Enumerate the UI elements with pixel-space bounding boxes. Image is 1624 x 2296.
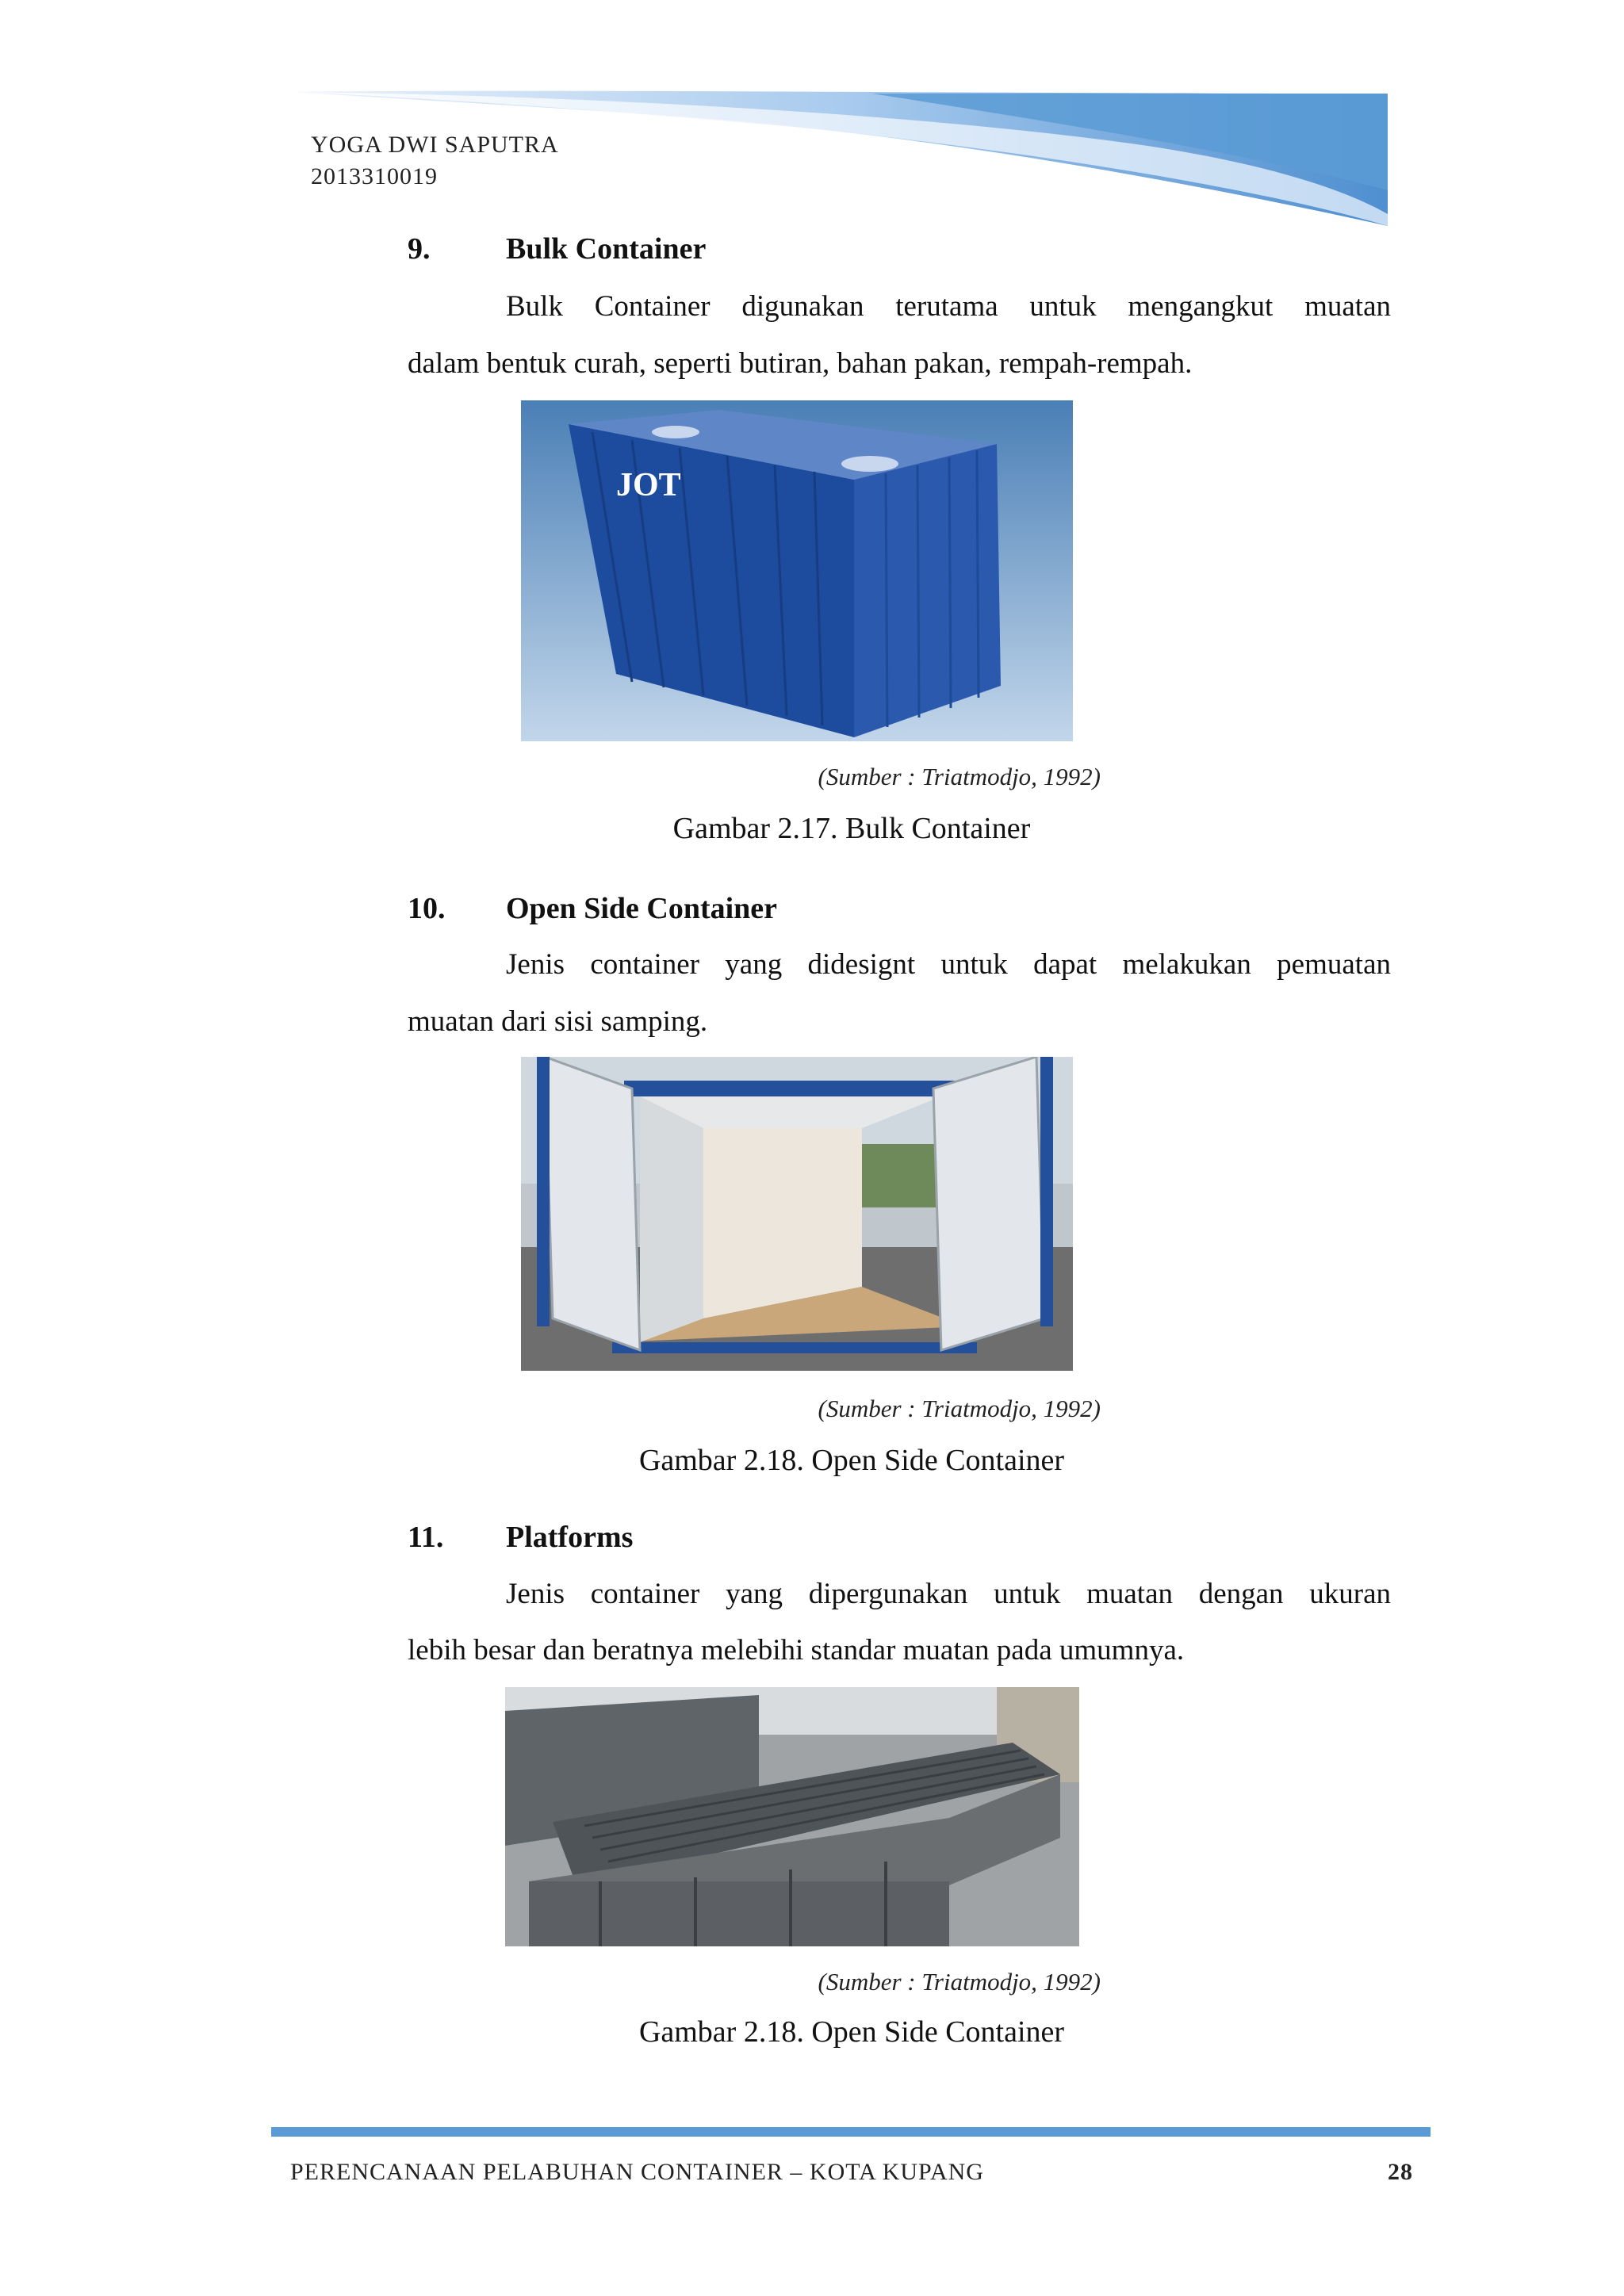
platform-container-photo (505, 1687, 1079, 1946)
open-side-container-photo (521, 1057, 1073, 1371)
footer-divider (271, 2127, 1431, 2137)
figure-2-17-source: (Sumber : Triatmodjo, 1992) (818, 763, 1101, 790)
author-name: YOGA DWI SAPUTRA (311, 132, 559, 158)
bulk-container-photo (521, 400, 1073, 741)
section-number-11: 11. (408, 1521, 444, 1554)
section-title-bulk-container: Bulk Container (506, 232, 707, 266)
section-title-platforms: Platforms (506, 1521, 634, 1554)
figure-2-18-second-source: (Sumber : Triatmodjo, 1992) (818, 1968, 1101, 1996)
section-title-open-side-container: Open Side Container (506, 892, 778, 925)
section-number-10: 10. (408, 892, 446, 925)
footer-title: PERENCANAAN PELABUHAN CONTAINER – KOTA KUPANG (290, 2159, 984, 2185)
section-9-paragraph-line2: dalam bentuk curah, seperti butiran, bahan pakan, rempah-rempah. (408, 347, 1193, 380)
page-number: 28 (1388, 2159, 1413, 2185)
figure-2-18-caption: Gambar 2.18. Open Side Container (638, 1444, 1065, 1477)
figure-2-18-source: (Sumber : Triatmodjo, 1992) (818, 1395, 1101, 1422)
section-number-9: 9. (408, 232, 431, 266)
student-id: 2013310019 (311, 163, 438, 189)
section-9-paragraph-line1: Bulk Container digunakan terutama untuk mengangkut muatan (506, 290, 1391, 323)
figure-2-17-caption: Gambar 2.17. Bulk Container (672, 812, 1031, 845)
container-logo-text: JOT (616, 467, 681, 503)
header-wave-decoration (0, 0, 1624, 238)
section-11-paragraph-line1: Jenis container yang dipergunakan untuk muatan dengan ukuran (506, 1578, 1391, 1610)
figure-2-18-second-caption: Gambar 2.18. Open Side Container (638, 2015, 1065, 2049)
section-10-paragraph-line1: Jenis container yang didesignt untuk dapat melakukan pemuatan (506, 948, 1391, 981)
section-11-paragraph-line2: lebih besar dan beratnya melebihi standar muatan pada umumnya. (408, 1634, 1185, 1667)
section-10-paragraph-line2: muatan dari sisi samping. (408, 1005, 708, 1038)
